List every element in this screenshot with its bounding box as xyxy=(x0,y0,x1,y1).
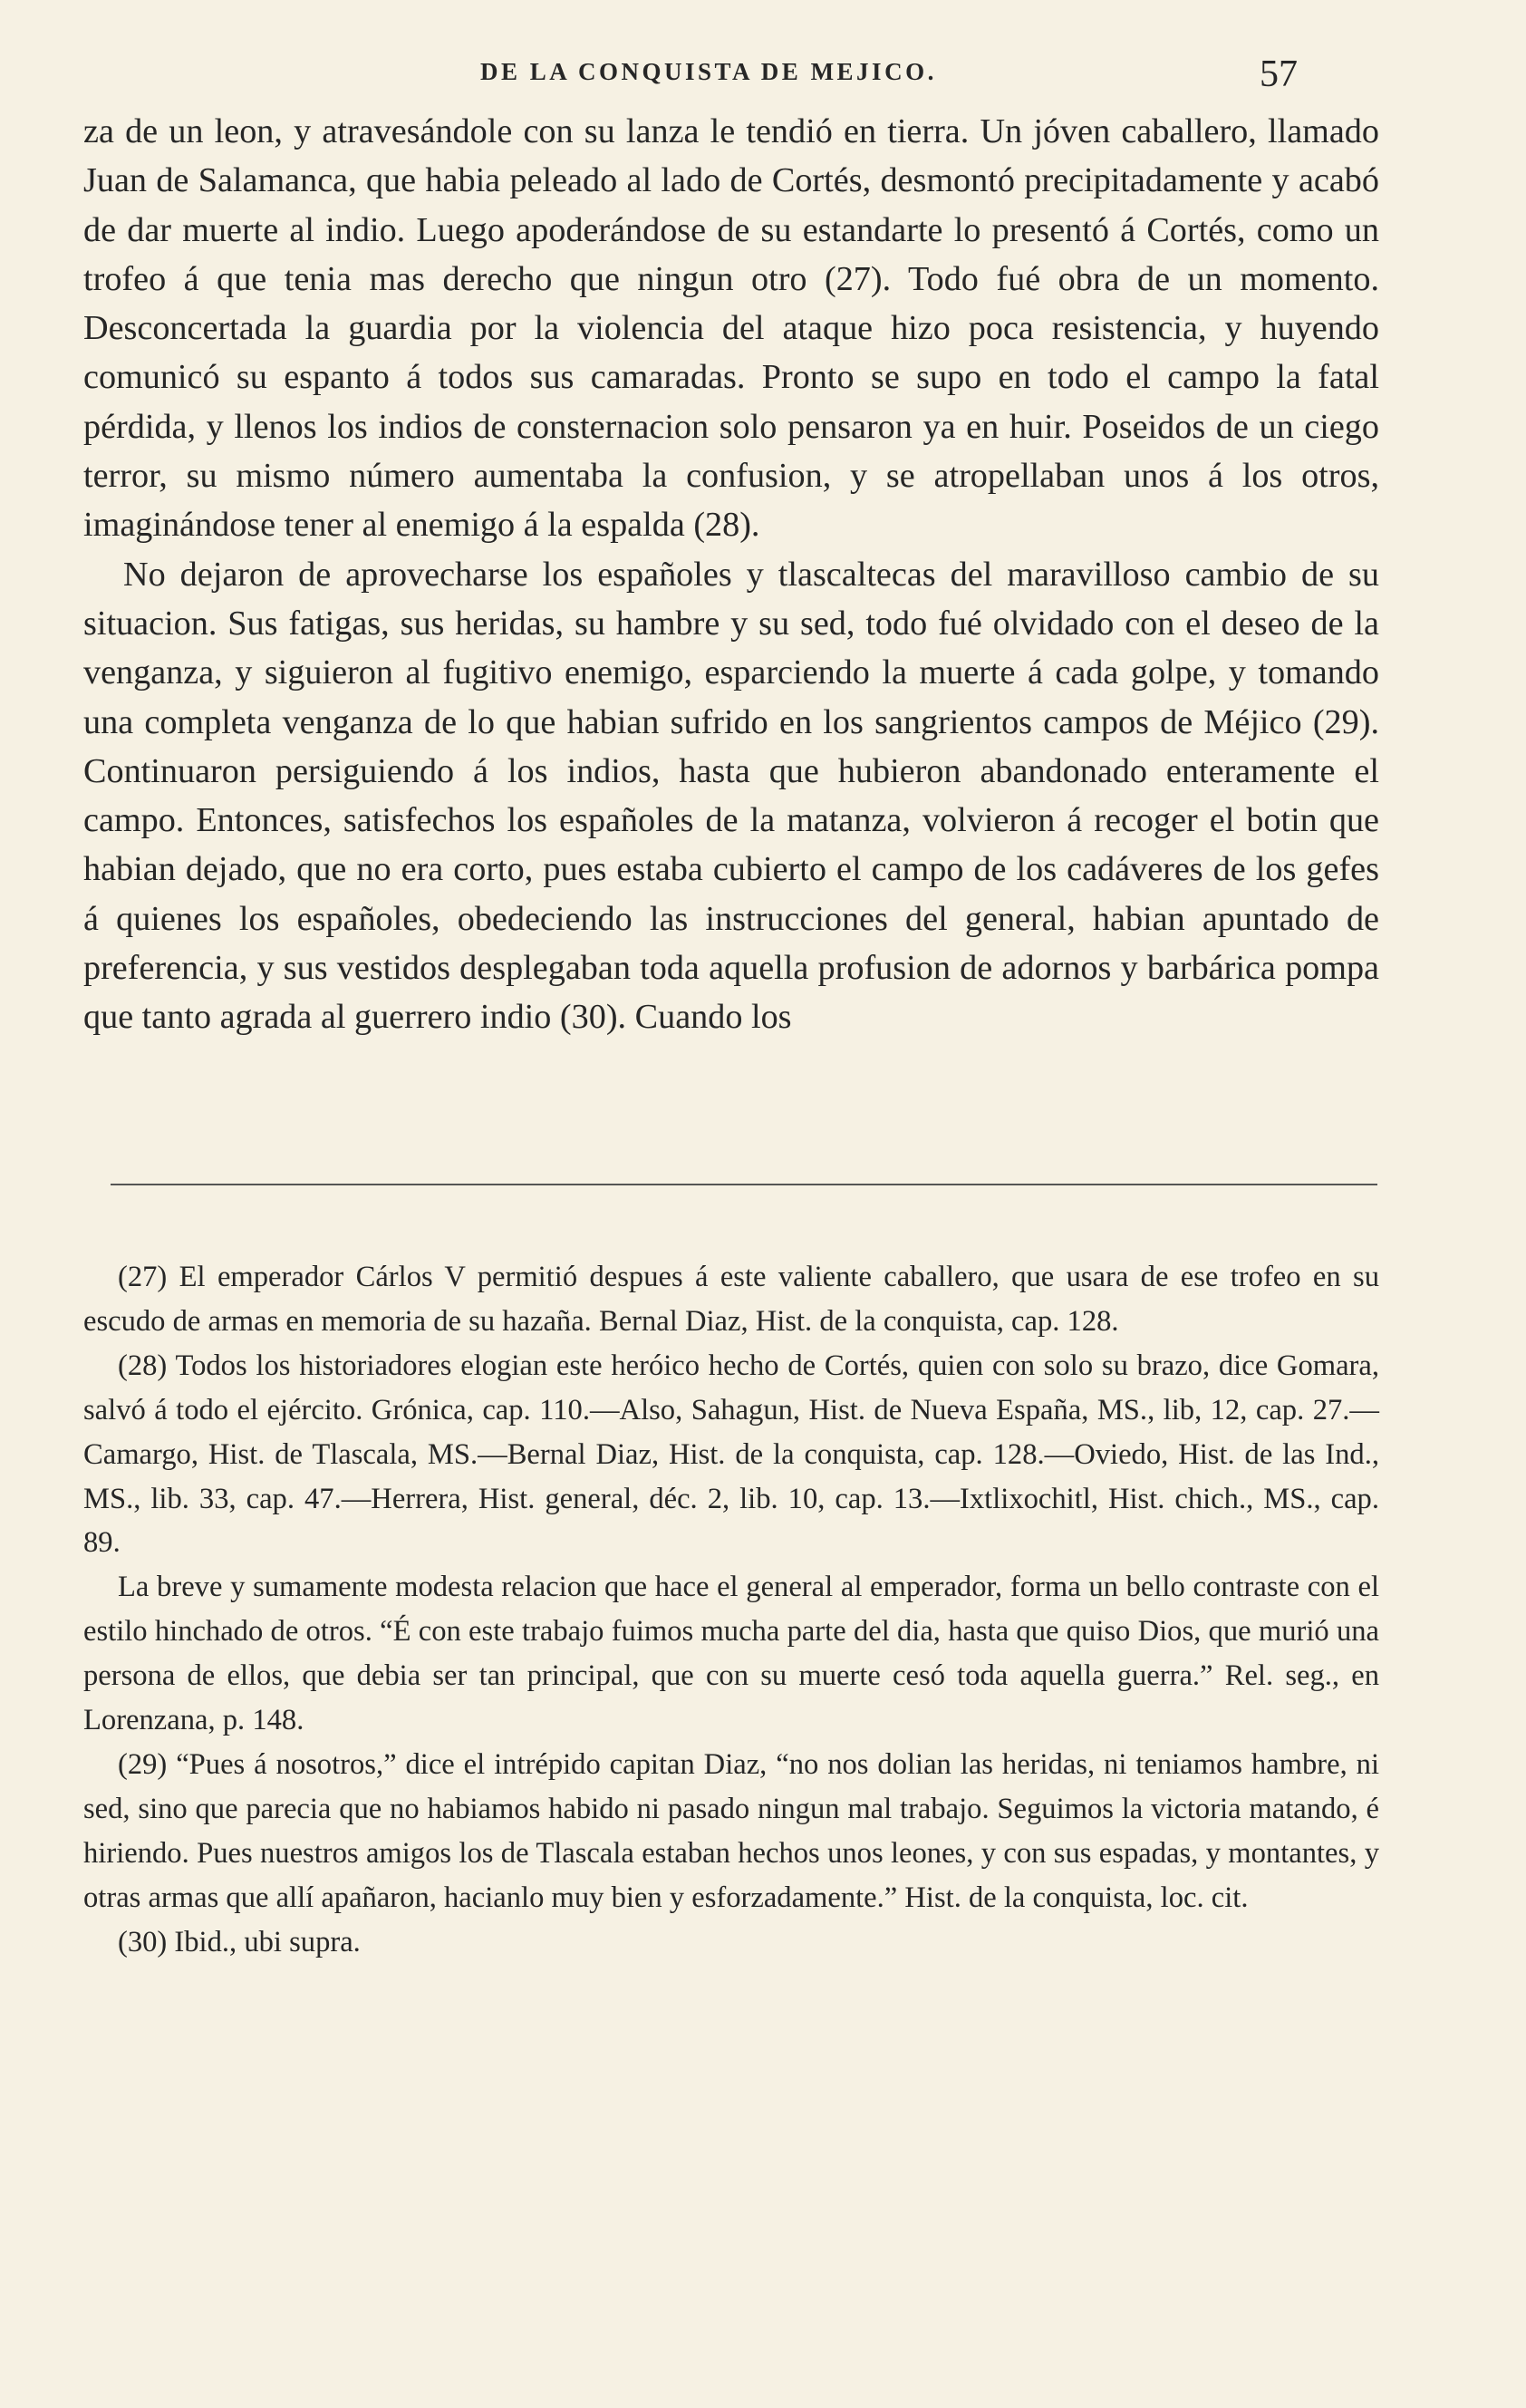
footnote-28: (28) Todos los historiadores elogian este heróico hecho de Cortés, quien con solo su brazo, dice Gomara, salvó á todo el ejército. Grónica, cap. 110.—Also, Sahagun, Hist. de Nueva España, MS., lib, 12, cap. 27.—Camargo, Hist. de Tlascala, MS.—Bernal Diaz, Hist. de la conquista, cap. 128.—Oviedo, Hist. de las Ind., MS., lib. 33, cap. 47.—Herrera, Hist. general, déc. 2, lib. 10, cap. 13.—Ixtlixochitl, Hist. chich., MS., cap. 89. xyxy=(83,1349,1379,1560)
paragraph: za de un leon, y atravesándole con su lanza le tendió en tierra. Un jóven caballero, llamado Juan de Salamanca, que habia peleado al lado de Cortés, desmontó precipitadamente y acabó de dar muerte al indio. Luego apoderándose de su estandarte lo presentó á Cortés, como un trofeo á que tenia mas derecho que ningun otro (27). Todo fué obra de un momento. Desconcertada la guardia por la violencia del ataque hizo poca resistencia, y huyendo comunicó su espanto á todos sus camaradas. Pronto se supo en todo el campo la fatal pérdida, y llenos los indios de consternacion solo pensaron ya en huir. Poseidos de un ciego terror, su mismo número aumentaba la confusion, y se atropellaban unos á los otros, imaginándose tener al enemigo á la espalda (28). xyxy=(83,112,1379,545)
footnotes xyxy=(83,1255,1379,1965)
paragraph: No dejaron de aprovecharse los españoles y tlascaltecas del maravilloso cambio de su situacion. Sus fatigas, sus heridas, su hambre y su sed, todo fué olvidado con el deseo de la venganza, y siguieron al fugitivo enemigo, esparciendo la muerte á cada golpe, y tomando una completa venganza de lo que habian sufrido en los sangrientos campos de Méjico (29). Continuaron persiguiendo á los indios, hasta que hubieron abandonado enteramente el campo. Entonces, satisfechos los españoles de la matanza, volvieron á recoger el botin que habian dejado, que no era corto, pues estaba cubierto el campo de los cadáveres de los gefes á quienes los españoles, obedeciendo las instrucciones del general, habian apuntado de preferencia, y sus vestidos desplegaban toda aquella profusion de adornos y barbárica pompa que tanto agrada al guerrero indio (30). Cuando los xyxy=(83,555,1379,1037)
footnote-30: (30) Ibid., ubi supra. xyxy=(118,1925,361,1958)
footnote-29: (29) “Pues á nosotros,” dice el intrépido capitan Diaz, “no nos dolian las heridas, ni teniamos hambre, ni sed, sino que parecia que no habiamos habido ni pasado ningun mal trabajo. Seguimos la victoria matando, é hiriendo. Pues nuestros amigos los de Tlascala estaban hechos unos leones, y con sus espadas, y montantes, y otras armas que allí apañaron, hacianlo muy bien y esforzadamente.” Hist. de la conquista, loc. cit. xyxy=(83,1747,1379,1914)
footnote-27: (27) El emperador Cárlos V permitió despues á este valiente caballero, que usara de ese trofeo en su escudo de armas en memoria de su hazaña. Bernal Diaz, Hist. de la conquista, cap. 128. xyxy=(83,1261,1379,1338)
running-head xyxy=(91,53,1377,98)
page-number: 57 xyxy=(1260,53,1298,95)
main-text xyxy=(83,107,1379,1042)
running-title: DE LA CONQUISTA DE MEJICO. xyxy=(480,58,937,85)
footnote-divider xyxy=(111,1184,1377,1185)
footnote-28-continuation: La breve y sumamente modesta relacion que hace el general al emperador, forma un bello contraste con el estilo hinchado de otros. “É con este trabajo fuimos mucha parte del dia, hasta que quiso Dios, que murió una persona de ellos, que debia ser tan principal, que con su muerte cesó toda aquella guerra.” Rel. seg., en Lorenzana, p. 148. xyxy=(83,1571,1379,1737)
